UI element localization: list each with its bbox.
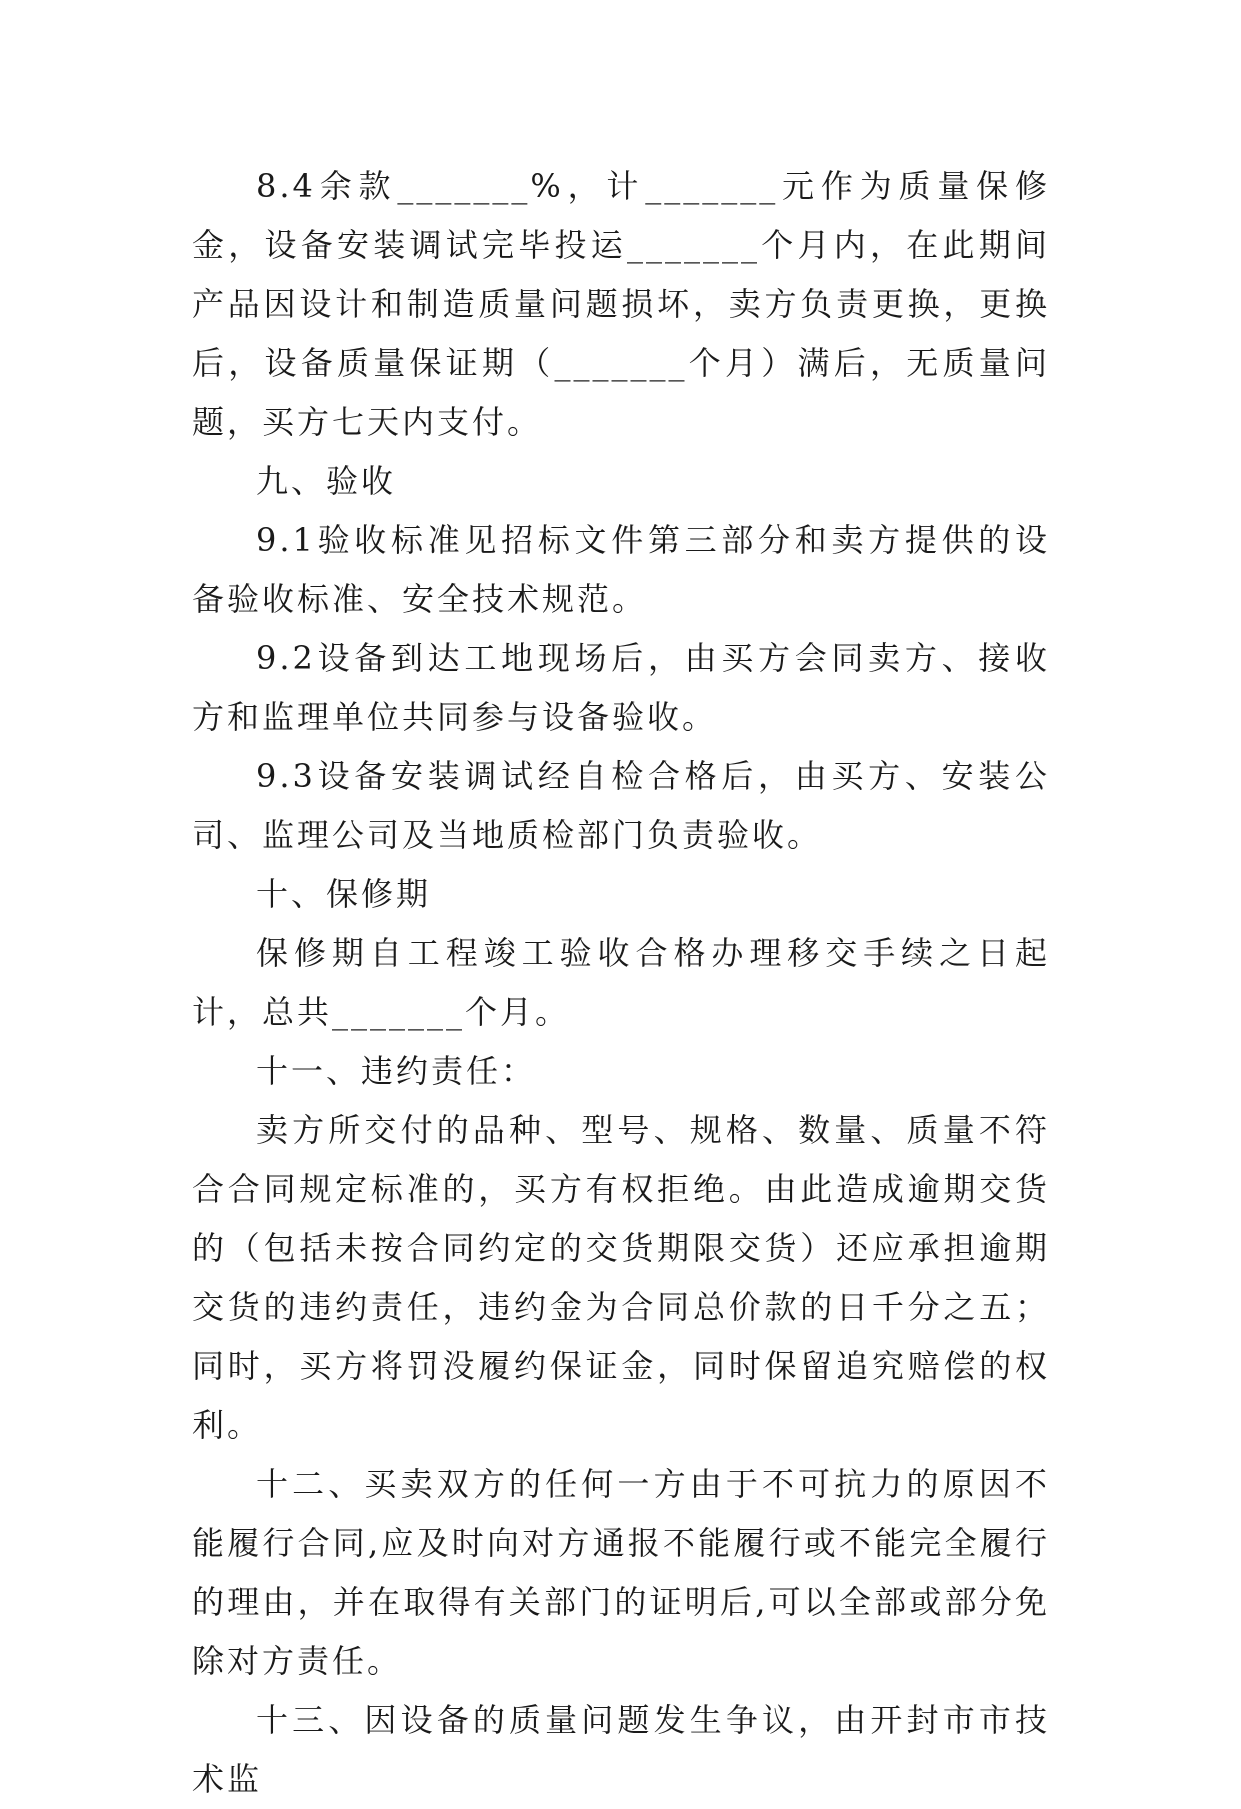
clause-9-2-paragraph: 9.2设备到达工地现场后，由买方会同卖方、接收方和监理单位共同参与设备验收。 xyxy=(192,639,1050,736)
clause-9-3-paragraph: 9.3设备安装调试经自检合格后，由买方、安装公司、监理公司及当地质检部门负责验收。 xyxy=(192,757,1050,854)
force-majeure-paragraph: 十二、买卖双方的任何一方由于不可抗力的原因不能履行合同,应及时向对方通报不能履行或不能完全履行的理由，并在取得有关部门的证明后,可以全部或部分免除对方责任。 xyxy=(192,1465,1050,1680)
clause-9-1-paragraph: 9.1验收标准见招标文件第三部分和卖方提供的设备验收标准、安全技术规范。 xyxy=(192,521,1050,618)
section-heading-warranty: 十、保修期 xyxy=(256,875,432,913)
section-heading-liability: 十一、违约责任： xyxy=(256,1052,537,1090)
section-heading-acceptance: 九、验收 xyxy=(256,462,397,500)
warranty-paragraph: 保修期自工程竣工验收合格办理移交手续之日起计，总共_______个月。 xyxy=(192,934,1050,1031)
liability-paragraph: 卖方所交付的品种、型号、规格、数量、质量不符合合同规定标准的，买方有权拒绝。由此造成逾期交货的（包括未按合同约定的交货期限交货）还应承担逾期交货的违约责任，违约金为合同总价款的日千分之五；同时，买方将罚没履约保证金，同时保留追究赔偿的权利。 xyxy=(192,1111,1050,1444)
clause-8-4-paragraph: 8.4余款_______%，计_______元作为质量保修金，设备安装调试完毕投运_______个月内，在此期间产品因设计和制造质量问题损坏，卖方负责更换，更换后，设备质量保证期（_______个月）满后，无质量问题，买方七天内支付。 xyxy=(192,167,1050,441)
dispute-paragraph: 十三、因设备的质量问题发生争议，由开封市市技术监 xyxy=(192,1701,1050,1798)
document-page xyxy=(192,157,1050,1809)
